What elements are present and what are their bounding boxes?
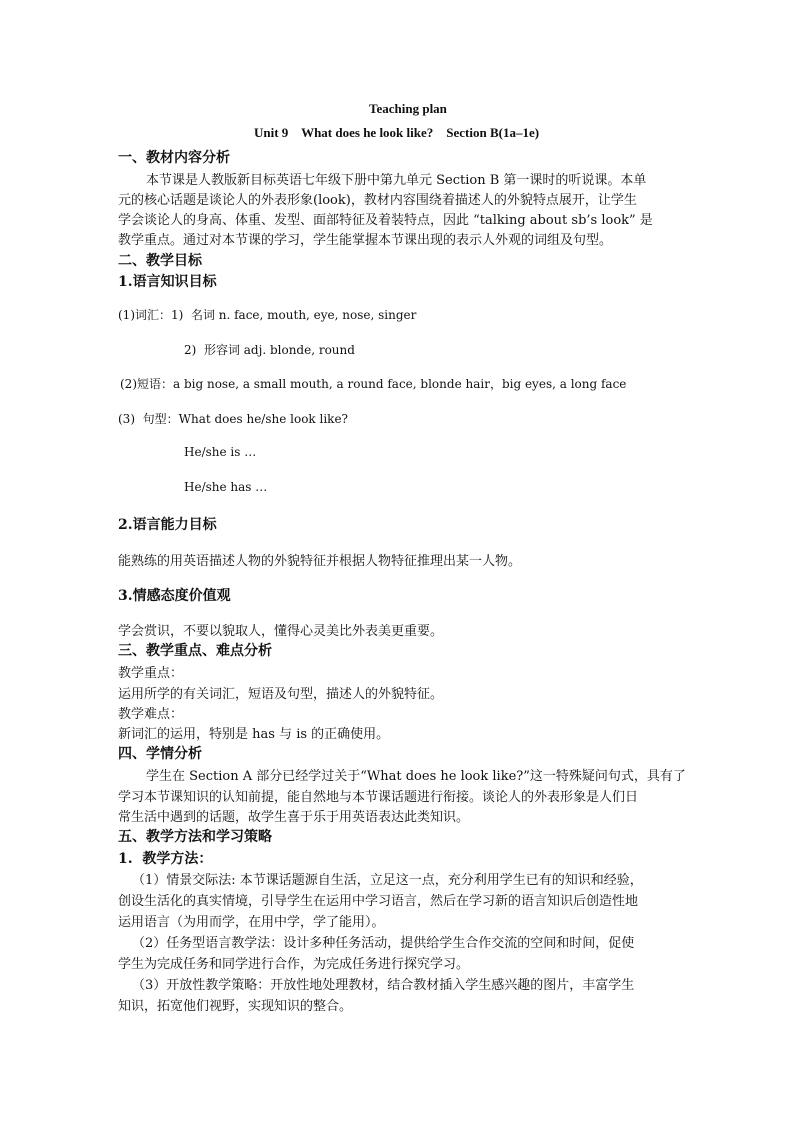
sec4-line: 常生活中遇到的话题，故学生喜于乐于用英语表达此类知识。 <box>118 810 470 825</box>
method-2-line: （2）任务型语言教学法：设计多种任务活动，提供给学生合作交流的空间和时间，促使 <box>132 936 635 951</box>
doc-title: Teaching plan <box>369 101 447 116</box>
vocab-nouns: (1)词汇：1) 名词 n. face, mouth, eye, nose, singer <box>118 308 417 322</box>
key-points-label: 教学重点： <box>118 666 184 681</box>
section-heading-5: 五、教学方法和学习策略 <box>118 829 272 845</box>
method-3-line: 知识，拓宽他们视野，实现知识的整合。 <box>118 999 353 1014</box>
sec1-line: 本节课是人教版新目标英语七年级下册中第九单元 Section B 第一课时的听说课。本单 <box>146 173 647 188</box>
ability-text: 能熟练的用英语描述人物的外貌特征并根据人物特征推理出某一人物。 <box>118 554 522 569</box>
attitude-text: 学会赏识，不要以貌取人，懂得心灵美比外表美更重要。 <box>118 624 444 639</box>
method-1-line: （1）情景交际法: 本节课话题源自生活，立足这一点，充分利用学生已有的知识和经验， <box>132 873 643 888</box>
section-heading-3: 三、教学重点、难点分析 <box>118 643 272 659</box>
section-heading-4: 四、学情分析 <box>118 746 202 762</box>
phrases-line: (2)短语：a big nose, a small mouth, a round face, blonde hair，big eyes, a long face <box>120 377 627 391</box>
difficulty-label: 教学难点： <box>118 707 184 722</box>
pattern-he-is: He/she is … <box>184 445 257 459</box>
pattern-he-has: He/she has … <box>184 480 268 494</box>
sec1-line: 学会谈论人的身高、体重、发型、面部特征及着装特点，因此 “talking about sb’s look” 是 <box>118 213 653 228</box>
method-1-line: 创设生活化的真实情境，引导学生在运用中学习语言，然后在学习新的语言知识后创造性地 <box>118 894 639 909</box>
section-heading-2: 二、教学目标 <box>118 253 202 269</box>
sec1-line: 元的核心话题是谈论人的外表形象(look)，教材内容围绕着描述人的外貌特点展开，让学生 <box>118 193 637 208</box>
vocab-adjectives: 2) 形容词 adj. blonde, round <box>184 343 355 357</box>
sec4-line: 学生在 Section A 部分已经学过关于“What does he look like?”这一特殊疑问句式，具有了 <box>146 769 686 784</box>
method-2-line: 学生为完成任务和同学进行合作，为完成任务进行探究学习。 <box>118 957 470 972</box>
method-1-line: 运用语言（为用而学，在用中学，学了能用）。 <box>118 915 385 930</box>
subheading-language-knowledge: 1.语言知识目标 <box>118 274 217 290</box>
sec1-line: 教学重点。通过对本节课的学习，学生能掌握本节课出现的表示人外观的词组及句型。 <box>118 233 613 248</box>
subheading-attitude: 3.情感态度价值观 <box>118 588 231 604</box>
doc-subtitle: Unit 9 What does he look like? Section B(1a–1e) <box>254 125 540 140</box>
section-heading-1: 一、教材内容分析 <box>118 150 230 166</box>
subheading-language-ability: 2.语言能力目标 <box>118 517 217 533</box>
key-points-text: 运用所学的有关词汇，短语及句型，描述人的外貌特征。 <box>118 687 444 702</box>
subheading-teaching-methods: 1. 教学方法： <box>118 851 213 867</box>
sentence-pattern: (3) 句型：What does he/she look like? <box>118 412 348 426</box>
method-3-line: （3）开放性教学策略：开放性地处理教材，结合教材插入学生感兴趣的图片，丰富学生 <box>132 978 635 993</box>
difficulty-text: 新词汇的运用，特别是 has 与 is 的正确使用。 <box>118 727 390 742</box>
sec4-line: 学习本节课知识的认知前提，能自然地与本节课话题进行衔接。谈论人的外表形象是人们日 <box>118 790 639 805</box>
